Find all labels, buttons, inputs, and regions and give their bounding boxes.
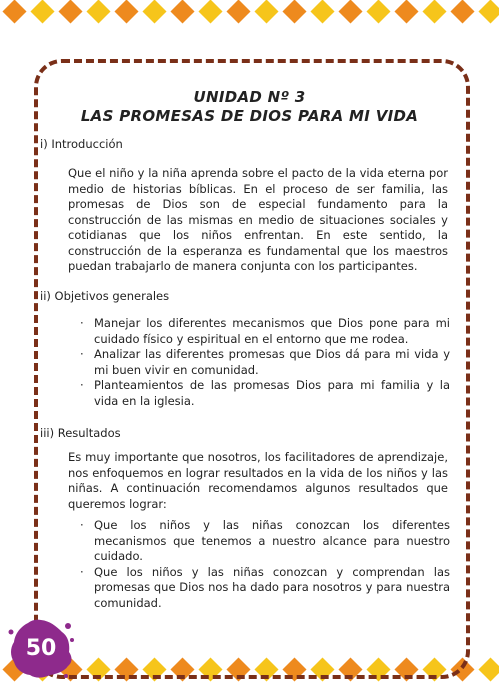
results-heading: iii) Resultados [40,426,121,440]
results-list [78,518,450,611]
bullet-dot: · [80,564,84,579]
intro-paragraph: Que el niño y la niña aprenda sobre el pacto de la vida eterna por medio de historias bíblicas. En el proceso de ser familia, las promesas de Dios son de especial fundamento para la construcción de las mismas en medio de situaciones sociales y cotidianas que los niños enfrentan. En este sentido, la construcción de la esperanza es fundamental que los maestros puedan trabajarlo de manera conjunta con los participantes. [68,166,448,273]
objectives-heading: ii) Objetivos generales [40,289,170,303]
objectives-list [78,316,450,409]
results-paragraph: Es muy importante que nosotros, los facilitadores de aprendizaje, nos enfoquemos en lograr resultados en la vida de los niños y las niñas. A continuación recomendamos algunos resultados que queremos lograr: [68,450,448,511]
list-item: · Analizar las diferentes promesas que Dios dá para mi vida y mi buen vivir en comunidad. [80,347,450,377]
list-item: · Planteamientos de las promesas Dios para mi familia y la vida en la iglesia. [80,378,450,408]
page-number-badge [6,612,76,682]
list-item: · Que los niños y las niñas conozcan y comprendan las promesas que Dios nos ha dado para nosotros y para nuestra comunidad. [80,564,450,610]
page-number: 50 [25,636,57,661]
bullet-dot: · [80,347,84,361]
list-item: · Que los niños y las niñas conozcan los diferentes mecanismos que tenemos a nuestro alcance para nuestro cuidado. [80,518,450,563]
intro-heading: i) Introducción [40,137,123,151]
bullet-dot: · [80,378,84,392]
bullet-dot: · [80,316,84,330]
unit-subtitle: LAS PROMESAS DE DIOS PARA MI VIDA [80,107,419,125]
unit-title: UNIDAD Nº 3 [193,88,306,106]
list-item: · Manejar los diferentes mecanismos que Dios pone para mi cuidado físico y espiritual en el entorno que me rodea. [80,316,450,346]
bullet-dot: · [80,518,84,532]
